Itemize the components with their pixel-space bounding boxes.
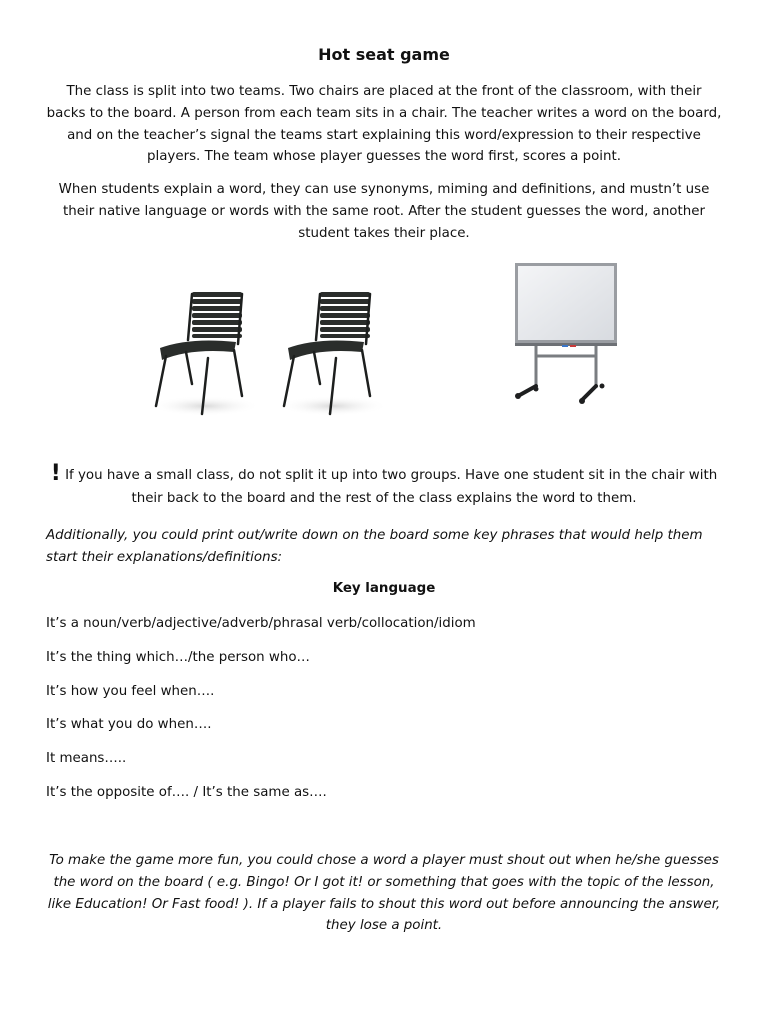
key-phrase: It’s the thing which…/the person who… bbox=[46, 649, 310, 665]
additional-paragraph: Additionally, you could print out/write down on the board some key phrases that would help them start their explanations/definitions: bbox=[46, 528, 703, 565]
exclamation-mark: ! bbox=[50, 461, 61, 486]
key-phrase: It’s what you do when…. bbox=[46, 717, 212, 733]
key-phrases-list bbox=[46, 614, 476, 817]
chair-left-icon bbox=[150, 292, 260, 416]
small-class-note-text: If you have a small class, do not split it up into two groups. Have one student sit in the chair with their back to the board and the rest of the class explains the word to them. bbox=[65, 468, 718, 506]
key-phrase: It’s how you feel when…. bbox=[46, 683, 215, 699]
small-class-note bbox=[46, 462, 722, 510]
final-tip-paragraph: To make the game more fun, you could chose a word a player must shout out when he/she guesses the word on the board ( e.g. Bingo! Or I got it! or something that goes with the topic of the lesson, like Education! Or Fast food! ). If a player fails to shout this word out before announcing the answer, they lose a point. bbox=[47, 853, 721, 934]
document-title: Hot seat game bbox=[318, 45, 450, 64]
chair-right-icon bbox=[278, 292, 388, 416]
rules-paragraph: The class is split into two teams. Two chairs are placed at the front of the classroom, with their backs to the board. A person from each team sits in a chair. The teacher writes a word on the board, and on the teacher’s signal the teams start explaining this word/expression to their respective players. The team whose player guesses the word first, scores a point. bbox=[46, 84, 722, 165]
explaining-paragraph: When students explain a word, they can use synonyms, miming and definitions, and mustn’t use their native language or words with the same root. After the student guesses the word, another student takes their place. bbox=[58, 182, 710, 241]
key-phrase: It’s the opposite of…. / It’s the same as…. bbox=[46, 784, 327, 800]
key-phrase: It means….. bbox=[46, 751, 127, 767]
whiteboard-icon bbox=[512, 258, 622, 408]
chair-icon bbox=[150, 282, 400, 422]
key-language-heading: Key language bbox=[332, 581, 436, 596]
key-phrase: It’s a noun/verb/adjective/adverb/phrasal verb/collocation/idiom bbox=[46, 616, 476, 631]
